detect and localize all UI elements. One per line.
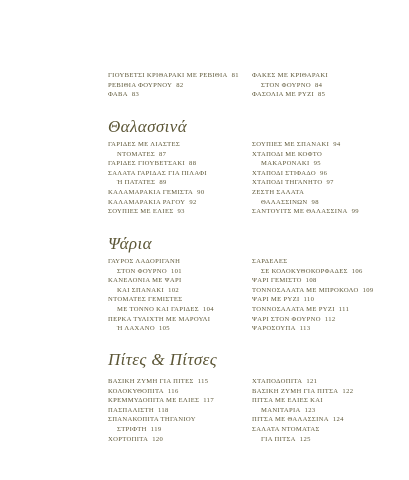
entry-page: 102 [168, 286, 180, 294]
toc-entry[interactable] [252, 71, 402, 81]
entry-title: ΨΑΡΟΣΟΥΠΑ [252, 325, 296, 333]
entry-title: ΚΟΛΟΚΥΘΟΠΙΤΑ [108, 387, 164, 395]
entry-page: 118 [158, 406, 169, 414]
toc-entry[interactable] [252, 140, 402, 150]
toc-entry[interactable] [252, 150, 402, 160]
entry-title: ΡΕΒΙΘΙΑ ΦΟΥΡΝΟΥ [108, 81, 173, 89]
entry-title: ΣΤΡΙΦΤΗ [117, 425, 147, 433]
entry-page: 95 [313, 160, 321, 168]
toc-pies-left-column [108, 377, 243, 444]
entry-page: 84 [314, 81, 323, 89]
entry-page: 94 [333, 141, 341, 148]
toc-entry[interactable] [108, 169, 243, 179]
entry-page: 111 [338, 305, 350, 313]
entry-page: 87 [159, 150, 167, 158]
toc-entry[interactable] [108, 90, 243, 100]
entry-title: ΒΑΣΙΚΗ ΖΥΜΗ ΓΙΑ ΠΙΤΕΣ [108, 378, 194, 385]
entry-title: ΚΑΛΑΜΑΡΑΚΙΑ ΓΕΜΙΣΤΑ [108, 188, 194, 196]
entry-title: ΝΤΟΜΑΤΕΣ [117, 150, 156, 158]
entry-page: 109 [362, 286, 374, 294]
toc-entry[interactable] [108, 415, 243, 425]
entry-title: Ή ΛΑΧΑΝΟ [117, 325, 156, 333]
entry-title: ΣΠΑΝΑΚΟΠΙΤΑ ΤΗΓΑΝΙΟΥ [108, 416, 196, 424]
toc-entry-continuation[interactable] [252, 435, 402, 445]
toc-entry[interactable] [252, 305, 402, 315]
entry-page: 89 [159, 179, 167, 187]
toc-entry-continuation[interactable] [252, 406, 402, 416]
toc-entry[interactable] [252, 324, 402, 334]
toc-fish-right-column [252, 257, 402, 334]
entry-title: ΧΤΑΠΟΔΟΠΙΤΑ [252, 378, 303, 385]
entry-page: 106 [351, 267, 363, 275]
entry-page: 88 [189, 160, 197, 168]
toc-entry[interactable] [108, 406, 243, 416]
entry-page: 108 [305, 277, 317, 285]
entry-title: ΒΑΣΙΚΗ ΖΥΜΗ ΓΙΑ ΠΙΤΣΑ [252, 387, 339, 395]
entry-page: 82 [176, 81, 184, 89]
toc-seafood-right-column [252, 140, 402, 217]
entry-title: ΨΑΡΙ ΓΕΜΙΣΤΟ [252, 277, 302, 285]
entry-title: ΚΑΙ ΣΠΑΝΑΚΙ [117, 286, 165, 294]
toc-entry[interactable] [252, 90, 402, 100]
entry-title: ΘΑΛΑΣΣΙΝΩΝ [261, 198, 308, 206]
entry-page: 125 [299, 435, 311, 443]
toc-fish-left-column [108, 257, 243, 334]
toc-entry-continuation[interactable] [252, 198, 402, 208]
entry-title: ΧΟΡΤΟΠΙΤΑ [108, 435, 149, 443]
entry-title: ΖΕΣΤΗ ΣΑΛΑΤΑ [252, 188, 305, 196]
toc-entry-continuation[interactable] [108, 425, 243, 435]
entry-page: 92 [189, 198, 197, 206]
entry-title: ΜΕ ΤΟΝΝΟ ΚΑΙ ΓΑΡΙΔΕΣ [117, 305, 199, 313]
toc-entry-continuation[interactable] [252, 159, 402, 169]
entry-title: ΣΑΛΑΤΑ ΓΑΡΙΔΑΣ ΓΙΑ ΠΙΛΑΦΙ [108, 169, 207, 177]
toc-entry[interactable] [108, 257, 243, 267]
entry-page: 101 [170, 267, 182, 275]
entry-title: ΣΑΛΑΤΑ ΝΤΟΜΑΤΑΣ [252, 425, 320, 433]
section-heading-seafood: Θαλασσινά [108, 117, 188, 136]
entry-title: ΠΑΣΠΑΛΙΣΤΗ [108, 406, 154, 414]
toc-entry-continuation[interactable] [108, 150, 243, 160]
toc-entry[interactable] [108, 140, 243, 150]
entry-page: 123 [304, 406, 316, 414]
entry-title: ΣΑΡΔΕΛΕΣ [252, 258, 288, 265]
entry-title: ΓΙΟΥΒΕΤΣΙ ΚΡΙΘΑΡΑΚΙ ΜΕ ΡΕΒΙΘΙΑ [108, 72, 228, 79]
entry-title: ΓΑΡΙΔΕΣ ΓΙΟΥΒΕΤΣΑΚΙ [108, 160, 186, 168]
entry-page: 96 [319, 169, 328, 177]
entry-title: ΦΑΒΑ [108, 91, 128, 99]
toc-entry-continuation[interactable] [252, 267, 402, 277]
toc-entry-continuation[interactable] [252, 81, 402, 91]
entry-title: ΠΕΡΚΑ ΤΥΛΙΧΤΗ ΜΕ ΜΑΡΟΥΛΙ [108, 315, 211, 323]
entry-title: ΤΟΝΝΟΣΑΛΑΤΑ ΜΕ ΜΠΡΟΚΟΛΟ [252, 286, 359, 294]
entry-title: ΦΑΚΕΣ ΜΕ ΚΡΙΘΑΡΑΚΙ [252, 72, 328, 79]
toc-entry[interactable] [108, 198, 243, 208]
entry-page: 98 [311, 198, 319, 206]
entry-title: ΜΑΝΙΤΑΡΙΑ [261, 406, 301, 414]
entry-title: ΓΑΡΙΔΕΣ ΜΕ ΛΙΑΣΤΕΣ [108, 141, 181, 148]
entry-title: ΣΑΝΤΟΥΙΤΣ ΜΕ ΘΑΛΑΣΣΙΝΑ [252, 208, 348, 216]
entry-title: ΨΑΡΙ ΜΕ ΡΥΖΙ [252, 296, 300, 304]
toc-entry[interactable] [108, 295, 243, 305]
entry-page: 119 [150, 425, 162, 433]
toc-entry[interactable] [252, 188, 402, 198]
toc-entry[interactable] [108, 188, 243, 198]
entry-title: ΣΟΥΠΙΕΣ ΜΕ ΣΠΑΝΑΚΙ [252, 141, 330, 148]
entry-title: ΝΤΟΜΑΤΕΣ ΓΕΜΙΣΤΕΣ [108, 296, 183, 304]
toc-entry[interactable] [252, 286, 402, 296]
toc-entry[interactable] [252, 425, 402, 435]
entry-title: ΜΑΚΑΡΟΝΑΚΙ [261, 160, 310, 168]
entry-page: 81 [231, 72, 239, 79]
toc-entry[interactable] [252, 377, 402, 387]
entry-page: 93 [177, 208, 185, 216]
entry-page: 117 [203, 397, 214, 405]
entry-title: ΓΙΑ ΠΙΤΣΑ [261, 435, 296, 443]
entry-page: 104 [202, 305, 214, 313]
toc-top-left-column [108, 71, 243, 100]
toc-entry[interactable] [252, 387, 402, 397]
toc-entry-continuation[interactable] [108, 305, 243, 315]
entry-page: 110 [303, 296, 315, 304]
toc-entry[interactable] [252, 295, 402, 305]
toc-entry[interactable] [108, 396, 243, 406]
entry-page: 115 [197, 378, 209, 385]
entry-title: ΦΑΣΟΛΙΑ ΜΕ ΡΥΖΙ [252, 91, 315, 99]
toc-entry[interactable] [108, 387, 243, 397]
entry-page: 120 [152, 435, 164, 443]
entry-title: ΓΑΥΡΟΣ ΛΑΔΟΡΙΓΑΝΗ [108, 258, 181, 265]
toc-entry[interactable] [252, 257, 402, 267]
toc-entry[interactable] [252, 315, 402, 325]
toc-entry[interactable] [108, 71, 243, 81]
entry-page: 83 [131, 91, 140, 99]
entry-page: 116 [167, 387, 179, 395]
entry-title: ΚΑΝΕΛΟΝΙΑ ΜΕ ΨΑΡΙ [108, 277, 182, 285]
toc-entry-continuation[interactable] [108, 324, 243, 334]
entry-title: ΠΙΤΣΑ ΜΕ ΕΛΙΕΣ ΚΑΙ [252, 397, 323, 405]
entry-page: 85 [318, 91, 326, 99]
toc-entry[interactable] [108, 315, 243, 325]
entry-title: ΣΟΥΠΙΕΣ ΜΕ ΕΛΙΕΣ [108, 208, 174, 216]
entry-title: Ή ΠΑΤΑΤΕΣ [117, 179, 156, 187]
section-heading-fish: Ψάρια [108, 234, 152, 253]
toc-seafood-left-column [108, 140, 243, 217]
toc-top-right-column [252, 71, 402, 100]
toc-entry[interactable] [108, 276, 243, 286]
toc-entry[interactable] [252, 169, 402, 179]
entry-page: 121 [306, 378, 318, 385]
entry-title: ΧΤΑΠΟΔΙ ΜΕ ΚΟΦΤΟ [252, 150, 323, 158]
entry-page: 99 [351, 208, 359, 216]
section-heading-pies-pizzas: Πίτες & Πίτσες [108, 350, 218, 369]
toc-entry-continuation[interactable] [108, 267, 243, 277]
toc-entry[interactable] [108, 377, 243, 387]
entry-page: 105 [159, 325, 170, 333]
entry-page: 112 [324, 315, 336, 323]
toc-entry[interactable] [252, 415, 402, 425]
toc-entry[interactable] [108, 207, 243, 217]
toc-entry[interactable] [252, 178, 402, 188]
entry-title: ΨΑΡΙ ΣΤΟΝ ΦΟΥΡΝΟ [252, 315, 321, 323]
entry-title: ΧΤΑΠΟΔΙ ΣΤΙΦΑΔΟ [252, 169, 316, 177]
entry-title: ΧΤΑΠΟΔΙ ΤΗΓΑΝΗΤΟ [252, 179, 323, 187]
toc-entry[interactable] [108, 435, 243, 445]
toc-entry[interactable] [108, 159, 243, 169]
toc-entry-continuation[interactable] [108, 178, 243, 188]
entry-page: 122 [342, 387, 354, 395]
toc-pies-right-column [252, 377, 402, 444]
entry-title: ΣΤΟΝ ΦΟΥΡΝΟ [261, 81, 311, 89]
toc-entry[interactable] [252, 396, 402, 406]
toc-entry[interactable] [252, 276, 402, 286]
entry-page: 97 [326, 179, 334, 187]
entry-page: 113 [299, 325, 311, 333]
toc-entry[interactable] [108, 81, 243, 91]
entry-title: ΣΕ ΚΟΛΟΚΥΘΟΚΟΡΦΑΔΕΣ [261, 267, 348, 275]
entry-title: ΠΙΤΣΑ ΜΕ ΘΑΛΑΣΣΙΝΑ [252, 416, 329, 424]
toc-entry-continuation[interactable] [108, 286, 243, 296]
entry-title: ΚΑΛΑΜΑΡΑΚΙΑ ΡΑΓΟΥ [108, 198, 186, 206]
entry-title: ΣΤΟΝ ΦΟΥΡΝΟ [117, 267, 167, 275]
entry-page: 124 [332, 416, 344, 424]
entry-title: ΤΟΝΝΟΣΑΛΑΤΑ ΜΕ ΡΥΖΙ [252, 305, 335, 313]
entry-page: 90 [197, 188, 205, 196]
toc-entry[interactable] [252, 207, 402, 217]
entry-title: ΚΡΕΜΜΥΔΟΠΙΤΑ ΜΕ ΕΛΙΕΣ [108, 397, 200, 405]
